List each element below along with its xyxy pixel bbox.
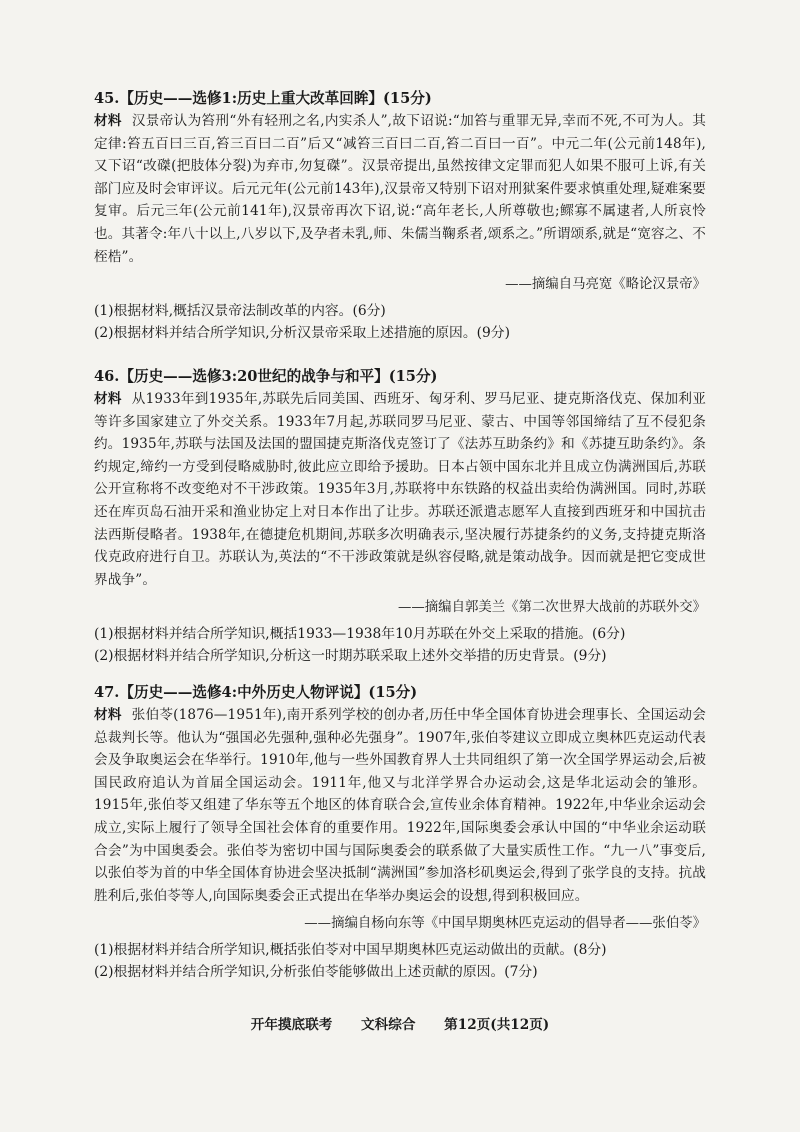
- page-footer: [0, 1013, 800, 1033]
- question-45-material-text: 汉景帝认为笞刑“外有轻刑之名,内实杀人”,故下诏说:“加笞与重罪无异,幸而不死,不可为人。其定律:笞五百曰三百,笞三百曰二百”后又“减笞三百曰二百,笞二百曰一百”。中元二年(公元前148年),又下诏“改磔(把肢体分裂)为弃市,勿复磔”。汉景帝提出,虽然按律文定罪而犯人如果不服可上诉,有关部门应及时会审评议。后元元年(公元前143年),汉景帝又特别下诏对刑狱案件要求慎重处理,疑难案要复审。后元三年(公元前141年),汉景帝再次下诏,说:“高年老长,人所尊敬也;鳏寡不属逮者,人所哀怜也。其著令:年八十以上,八岁以下,及孕者未乳,师、朱儒当鞠系者,颂系之。”所谓颂系,就是“宽容之、不桎梏”。: [94, 113, 706, 265]
- question-47-material: [94, 704, 706, 907]
- question-45-material: [94, 110, 706, 268]
- footer-page-number: 第12页(共12页): [444, 1017, 550, 1033]
- question-45-source: ——摘编自马亮宽《略论汉景帝》: [505, 277, 706, 293]
- footer-subject: 文科综合: [361, 1017, 416, 1033]
- question-45-sub2: (2)根据材料并结合所学知识,分析汉景帝采取上述措施的原因。(9分): [94, 325, 510, 342]
- question-45-title: 45.【历史——选修1:历史上重大改革回眸】(15分): [94, 90, 432, 107]
- question-47-material-text: 张伯苓(1876—1951年),南开系列学校的创办者,历任中华全国体育协进会理事长、全国运动会总裁判长等。他认为“强国必先强种,强种必先强身”。1907年,张伯苓建议立即成立奥林匹克运动代表会及争取奥运会在华举行。1910年,他与一些外国教育界人士共同组织了第一次全国学界运动会,后被国民政府追认为首届全国运动会。1911年,他又与北洋学界合办运动会,这是华北运动会的雏形。1915年,张伯苓又组建了华东等五个地区的体育联合会,宣传业余体育精神。1922年,中华业余运动会成立,实际上履行了领导全国社会体育的重要作用。1922年,国际奥委会承认中国的“中华业余运动联合会”为中国奥委会。张伯苓为密切中国与国际奥委会的联系做了大量实质性工作。“九一八”事变后,以张伯苓为首的中华全国体育协进会坚决抵制“满洲国”参加洛杉矶奥运会,得到了张学良的支持。抗战胜利后,张伯苓等人,向国际奥委会正式提出在华举办奥运会的设想,得到积极回应。: [94, 707, 706, 904]
- question-46-material-text: 从1933年到1935年,苏联先后同美国、西班牙、匈牙利、罗马尼亚、捷克斯洛伐克、保加利亚等许多国家建立了外交关系。1933年7月起,苏联同罗马尼亚、蒙古、中国等邻国缔结了互不侵犯条约。1935年,苏联与法国及法国的盟国捷克斯洛伐克签订了《法苏互助条约》和《苏捷互助条约》。条约规定,缔约一方受到侵略威胁时,彼此应立即给予援助。日本占领中国东北并且成立伪满洲国后,苏联公开宣称将不改变绝对不干涉政策。1935年3月,苏联将中东铁路的权益出卖给伪满洲国。同时,苏联还在库页岛石油开采和渔业协定上对日本作出了让步。苏联还派遣志愿军人直接到西班牙和中国抗击法西斯侵略者。1938年,在德捷危机期间,苏联多次明确表示,坚决履行苏捷条约的义务,支持捷克斯洛伐克政府进行自卫。苏联认为,英法的“不干涉政策就是纵容侵略,就是策动战争。因而就是把它变成世界战争”。: [94, 391, 706, 588]
- question-47-source: ——摘编自杨向东等《中国早期奥林匹克运动的倡导者——张伯苓》: [304, 916, 706, 932]
- question-47-sub2: (2)根据材料并结合所学知识,分析张伯苓能够做出上述贡献的原因。(7分): [94, 964, 538, 981]
- question-45-sub1: (1)根据材料,概括汉景帝法制改革的内容。(6分): [94, 303, 386, 320]
- question-46-material: [94, 388, 706, 591]
- question-47-sub1: (1)根据材料并结合所学知识,概括张伯苓对中国早期奥林匹克运动做出的贡献。(8分): [94, 942, 607, 959]
- question-46-sub2: (2)根据材料并结合所学知识,分析这一时期苏联采取上述外交举措的历史背景。(9分): [94, 648, 607, 665]
- material-label: 材料: [94, 113, 122, 129]
- material-label: 材料: [94, 391, 122, 407]
- question-46-title: 46.【历史——选修3:20世纪的战争与和平】(15分): [94, 368, 438, 385]
- question-47: [94, 682, 706, 983]
- question-45: [94, 88, 706, 344]
- material-label: 材料: [94, 707, 122, 723]
- question-46-sub1: (1)根据材料并结合所学知识,概括1933—1938年10月苏联在外交上采取的措施。(6分): [94, 626, 626, 643]
- question-46-source: ——摘编自郭美兰《第二次世界大战前的苏联外交》: [398, 600, 706, 616]
- question-46: [94, 366, 706, 667]
- footer-exam-name: 开年摸底联考: [250, 1017, 333, 1033]
- question-47-title: 47.【历史——选修4:中外历史人物评说】(15分): [94, 684, 418, 701]
